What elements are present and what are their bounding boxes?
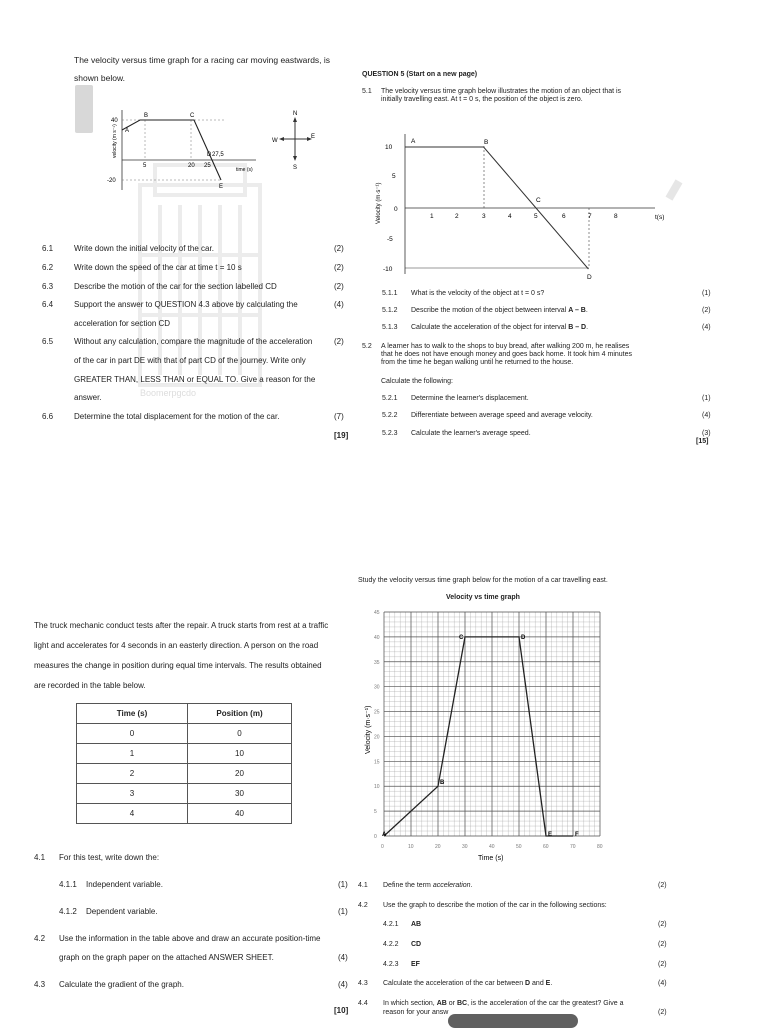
q5-1-3-bold: B – D: [568, 324, 587, 331]
q6-4-text2: acceleration for section CD: [74, 319, 171, 328]
q5-1-num: 5.1: [362, 88, 372, 95]
q5-point-d: D: [587, 274, 592, 281]
q5-2-num: 5.2: [362, 343, 372, 350]
q4b-1-num: 4.1: [358, 882, 368, 889]
q6-point-e: E: [219, 184, 224, 190]
chart-x-tick: 0: [381, 844, 384, 850]
table-cell: 40: [188, 804, 292, 824]
q6-6-num: 6.6: [42, 412, 54, 421]
q4b-3-b1: D: [525, 980, 531, 987]
chart-x-tick: 60: [543, 844, 549, 850]
q4-2-text2: graph on the graph paper on the attached ANSWER SHEET.: [59, 953, 274, 962]
q5-total: [15]: [696, 438, 709, 445]
q5-2-2-text: Differentiate between average speed and average velocity.: [411, 412, 593, 419]
q6-point-c: C: [190, 113, 195, 119]
q5-1-2-num: 5.1.2: [382, 307, 398, 314]
q4b-3-b2: E: [545, 980, 551, 987]
q4b-2-1-marks: (2): [658, 921, 667, 928]
q6-total: [19]: [334, 431, 349, 440]
q4b-intro: Study the velocity versus time graph below for the motion of a car travelling east.: [358, 577, 608, 584]
q5-2-3-text: Calculate the learner's average speed.: [411, 430, 531, 437]
q4-1-1-text: Independent variable.: [86, 880, 163, 889]
q4b-3-tail: .: [550, 980, 553, 987]
q5-ytick-neg5: -5: [387, 236, 393, 243]
table-cell: 3: [77, 784, 188, 804]
q5-xtick-7: 7: [588, 213, 592, 220]
q4-1-1-num: 4.1.1: [59, 880, 77, 889]
chart-x-tick: 20: [435, 844, 441, 850]
q5-2-2-marks: (4): [702, 412, 711, 419]
q5-2-2-num: 5.2.2: [382, 412, 398, 419]
q5-1-2-tail: .: [585, 307, 588, 314]
q5-x-label: t(s): [655, 214, 665, 221]
chart-y-tick: 5: [374, 809, 377, 816]
q5-xtick-1: 1: [430, 213, 434, 220]
q6-3-text: Describe the motion of the car for the section labelled CD: [74, 282, 277, 291]
q4b-1-italic: acceleration: [432, 882, 471, 889]
q5-xtick-5: 5: [534, 213, 538, 220]
chart-point-label: E: [548, 832, 553, 838]
q5-1-2-bold: A – B: [568, 307, 586, 314]
q6-xtick-25: 25: [204, 163, 211, 169]
chart-point-label: C: [459, 634, 464, 641]
table-row: [77, 744, 292, 764]
q5-ytick-0: 0: [394, 206, 398, 213]
q6-4-text: Support the answer to QUESTION 4.3 above by calculating the: [74, 300, 298, 309]
q6-2-text: Write down the speed of the car at time t = 10 s: [74, 263, 242, 272]
q5-ytick-10: 10: [385, 144, 393, 151]
table-row: [77, 804, 292, 824]
q4-total: [10]: [334, 1006, 349, 1015]
table-cell: 0: [77, 724, 188, 744]
chart-x-tick: 80: [597, 844, 603, 850]
q4-1-text: For this test, write down the:: [59, 853, 160, 862]
q5-2-1-marks: (1): [702, 395, 711, 402]
table-header-time: Time (s): [77, 704, 188, 724]
q4b-4-line2: reason for your answ: [383, 1009, 449, 1016]
q4b-4-b2: BC: [456, 1000, 468, 1007]
q6-1-text: Write down the initial velocity of the car.: [74, 244, 214, 253]
chart-y-tick: 10: [374, 784, 380, 791]
q5-xtick-8: 8: [614, 213, 618, 220]
q4b-2-text: Use the graph to describe the motion of the car in the following sections:: [383, 902, 607, 909]
q4b-2-3-num: 4.2.3: [383, 961, 399, 968]
table-cell: 2: [77, 764, 188, 784]
q6-x-label: time (s): [236, 167, 253, 173]
q5-ytick-neg10: -10: [383, 266, 393, 273]
q4-1-1-marks: (1): [338, 880, 348, 889]
q4b-2-3-label: EF: [411, 961, 420, 968]
chart-y-tick: 40: [374, 634, 380, 641]
q6-2-num: 6.2: [42, 263, 54, 272]
q5-point-b: B: [484, 139, 489, 146]
q4-1-2-num: 4.1.2: [59, 907, 77, 916]
table-cell: 10: [188, 744, 292, 764]
q5-2-3-num: 5.2.3: [382, 430, 398, 437]
q5-2-1-num: 5.2.1: [382, 395, 398, 402]
q6-5-text3: GREATER THAN, LESS THAN or EQUAL TO. Give a reason for the: [74, 375, 316, 384]
q6-1-num: 6.1: [42, 244, 54, 253]
q5-xtick-4: 4: [508, 213, 512, 220]
q5-calc-label: Calculate the following:: [381, 378, 453, 385]
q4-2-marks: (4): [338, 953, 348, 962]
q4-intro-line4: are recorded in the table below.: [34, 681, 146, 690]
chart-x-label: Time (s): [478, 855, 504, 862]
q5-1-1-num: 5.1.1: [382, 290, 398, 297]
chart-y-tick: 0: [374, 834, 377, 840]
table-cell: 20: [188, 764, 292, 784]
chart-y-tick: 35: [374, 659, 380, 666]
position-table: [76, 703, 292, 824]
watermark-text: Boomerpgcdo: [140, 388, 197, 398]
chart-y-tick: 25: [374, 709, 380, 716]
q6-4-marks: (4): [334, 300, 344, 309]
q4-1-2-marks: (1): [338, 907, 348, 916]
q5-y-label: Velocity (m·s⁻¹): [376, 182, 382, 224]
compass-icon: [272, 108, 322, 170]
chart-title: Velocity vs time graph: [446, 594, 520, 601]
q5-1-2-text: Describe the motion of the object between interval: [411, 307, 569, 314]
chart-x-tick: 40: [489, 844, 495, 850]
q5-1-2-marks: (2): [702, 307, 711, 314]
chart-y-tick: 30: [374, 684, 380, 691]
q5-1-3-num: 5.1.3: [382, 324, 398, 331]
q4b-4-text1: In which section,: [383, 1000, 437, 1007]
watermark-stripes-icon: [520, 160, 700, 420]
q5-xtick-2: 2: [455, 213, 459, 220]
q6-3-num: 6.3: [42, 282, 54, 291]
chart-x-tick: 50: [516, 844, 522, 850]
chart-point-label: F: [575, 832, 579, 838]
q4b-3-mid: and: [530, 980, 546, 987]
q5-intro-line2: initially travelling east. At t = 0 s, the position of the object is zero.: [381, 96, 583, 103]
q4b-2-num: 4.2: [358, 902, 368, 909]
q6-2-marks: (2): [334, 263, 344, 272]
q5-1-3-tail: .: [586, 324, 589, 331]
q5-2-line3: from the time he began walking until he returned to the house.: [381, 359, 574, 366]
q6-velocity-graph: [108, 108, 268, 193]
q6-xtick-27-5: 27,5: [212, 152, 224, 158]
q5-1-3-text: Calculate the acceleration of the object for interval: [411, 324, 569, 331]
overlay-toolbar[interactable]: [448, 1014, 578, 1028]
q5-ytick-5: 5: [392, 173, 396, 180]
q6-ytick-40: 40: [111, 118, 118, 124]
q6-6-marks: (7): [334, 412, 344, 421]
chart-point-label: A: [382, 832, 387, 838]
chart-y-tick: 45: [374, 610, 380, 616]
q5-2-3-marks: (3): [702, 430, 711, 437]
compass-s: S: [293, 165, 298, 171]
q5-point-c: C: [536, 197, 541, 204]
q5-xtick-3: 3: [482, 213, 486, 220]
q4-3-text: Calculate the gradient of the graph.: [59, 980, 184, 989]
q6-xtick-5: 5: [143, 163, 147, 169]
q5-point-a: A: [411, 138, 416, 145]
q6-point-a: A: [125, 128, 130, 134]
q5-intro-line1: The velocity versus time graph below illustrates the motion of an object that is: [381, 88, 622, 95]
q6-1-marks: (2): [334, 244, 344, 253]
q6-5-num: 6.5: [42, 337, 54, 346]
q4b-3-num: 4.3: [358, 980, 368, 987]
q4b-2-1-num: 4.2.1: [383, 921, 399, 928]
q4b-2-1-label: AB: [411, 921, 422, 928]
q6-intro-line2: shown below.: [74, 73, 126, 83]
q4b-4-tail: , is the acceleration of the car the greatest? Give a: [467, 1000, 624, 1007]
compass-e: E: [311, 134, 316, 140]
q6-3-marks: (2): [334, 282, 344, 291]
q5-xtick-6: 6: [562, 213, 566, 220]
q4-2-text: Use the information in the table above and draw an accurate position-time: [59, 934, 321, 943]
q4b-1-marks: (2): [658, 882, 667, 889]
q5-1-1-text: What is the velocity of the object at t = 0 s?: [411, 290, 545, 297]
q4b-4-num: 4.4: [358, 1000, 368, 1007]
q6-xtick-20: 20: [188, 163, 195, 169]
q4b-2-2-label: CD: [411, 941, 422, 948]
q4b-3-text1: Calculate the acceleration of the car between: [383, 980, 526, 987]
q6-5-text4: answer.: [74, 393, 102, 402]
q4-1-num: 4.1: [34, 853, 46, 862]
chart-x-tick: 30: [462, 844, 468, 850]
q4b-3-marks: (4): [658, 980, 667, 987]
q6-6-text: Determine the total displacement for the motion of the car.: [74, 412, 280, 421]
q4b-4-mid: or: [446, 1000, 457, 1007]
q5-2-1-text: Determine the learner's displacement.: [411, 395, 529, 402]
q4b-2-3-marks: (2): [658, 961, 667, 968]
q5-2-line2: that he does not have enough money and goes back home. It took him 4 minutes: [381, 351, 632, 358]
q4-intro-line2: light and accelerates for 4 seconds in an easterly direction. A person on the road: [34, 641, 319, 650]
chart-point-label: D: [521, 634, 526, 641]
q4-intro-line1: The truck mechanic conduct tests after the repair. A truck starts from rest at a traffic: [34, 621, 329, 630]
q6-point-d: D: [207, 152, 212, 158]
q5-1-1-marks: (1): [702, 290, 711, 297]
table-cell: 30: [188, 784, 292, 804]
table-header-position: Position (m): [188, 704, 292, 724]
compass-n: N: [293, 111, 298, 117]
velocity-time-chart: [356, 604, 612, 864]
table-cell: 0: [188, 724, 292, 744]
q4-3-num: 4.3: [34, 980, 46, 989]
compass-w: W: [272, 138, 278, 144]
table-cell: 4: [77, 804, 188, 824]
q6-series-line: [122, 120, 221, 180]
table-row: [77, 724, 292, 744]
q4b-4-marks: (2): [658, 1009, 667, 1016]
table-row: [77, 764, 292, 784]
q4b-1-tail: .: [470, 882, 473, 889]
table-row: [77, 784, 292, 804]
q6-intro-line1: The velocity versus time graph for a racing car moving eastwards, is: [74, 55, 331, 65]
q5-2-line1: A learner has to walk to the shops to buy bread, after walking 200 m, he realises: [381, 343, 630, 350]
table-header-row: [77, 704, 292, 724]
q6-5-text: Without any calculation, compare the magnitude of the acceleration: [74, 337, 313, 346]
q4b-2-2-num: 4.2.2: [383, 941, 399, 948]
q4b-4-b1: AB: [436, 1000, 447, 1007]
q6-5-marks: (2): [334, 337, 344, 346]
q4-intro-line3: measures the change in position during equal time intervals. The results obtained: [34, 661, 322, 670]
q4b-2-2-marks: (2): [658, 941, 667, 948]
chart-y-tick: 20: [374, 734, 380, 741]
q6-4-num: 6.4: [42, 300, 54, 309]
q4-2-num: 4.2: [34, 934, 46, 943]
q6-point-b: B: [144, 113, 149, 119]
q6-y-label: velocity (m s⁻¹): [112, 124, 118, 158]
chart-y-tick: 15: [374, 759, 380, 766]
chart-y-label: Velocity (m·s⁻¹): [365, 705, 372, 754]
q4-3-marks: (4): [338, 980, 348, 989]
q4b-1-text: Define the term: [383, 882, 433, 889]
q6-5-text2: of the car in part DE with that of part CD of the journey. Write only: [74, 356, 306, 365]
q5-heading: QUESTION 5 (Start on a new page): [362, 71, 478, 78]
chart-x-tick: 10: [408, 844, 414, 850]
table-cell: 1: [77, 744, 188, 764]
chart-point-label: B: [440, 780, 445, 787]
q5-1-3-marks: (4): [702, 324, 711, 331]
q4-1-2-text: Dependent variable.: [86, 907, 158, 916]
q6-ytick-neg20: -20: [107, 178, 116, 184]
chart-x-tick: 70: [570, 844, 576, 850]
